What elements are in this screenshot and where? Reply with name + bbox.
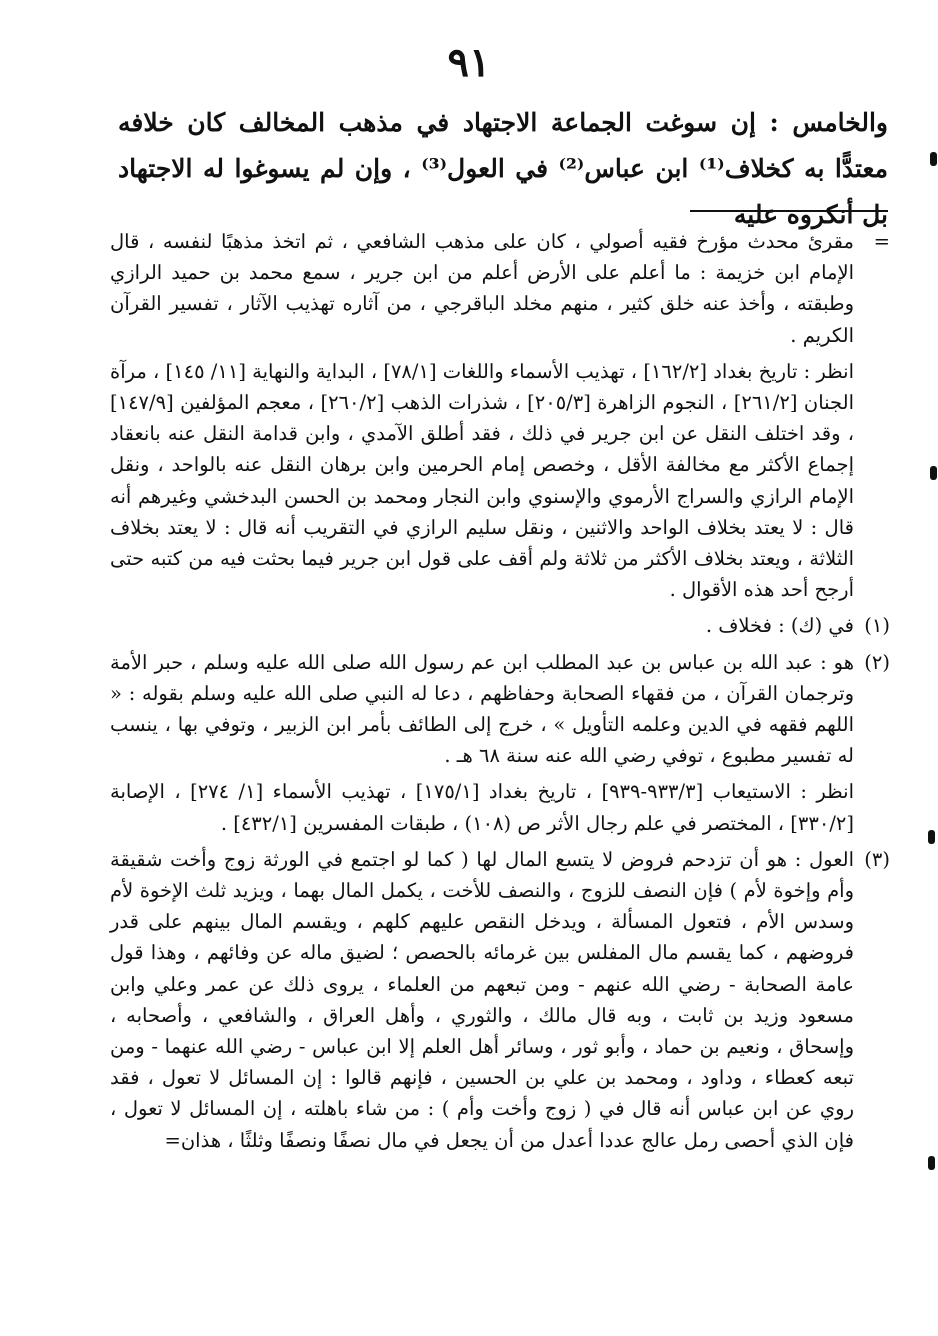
footnote-paragraph: انظر : تاريخ بغداد [١٦٢/٢] ، تهذيب الأسماء واللغات [٧٨/١] ، البداية والنهاية [١١/ ١٤٥] ، مرآة الجنان [٢٦١/٢] ، النجوم الزاهرة [٢٠٥/٣] ، شذرات الذهب [٢٦٠/٢] ، معجم المؤلفين [١٤٧/٩] ، وقد اختلف النقل عن ابن جرير في ذلك ، فقد أطلق الآمدي ، وابن قدامة النقل عنه بانعقاد إجماع الأكثر مع مخالفة الأقل ، وخصص إمام الحرمين وابن برهان النقل عنه بالواحد ، ونقل الإمام الرازي والسراج الأرموي والإسنوي وابن النجار ومحمد بن الحسن البدخشي وغيرهم أنه قال : لا يعتد بخلاف الواحد والاثنين ، ونقل سليم الرازي في التقريب أنه قال : لا يعتد بخلاف الثلاثة ، ويعتد بخلاف الأكثر من ثلاثة ولم أقف على قول ابن جرير فيما بحثت فيه من كتبه حتى أرجح أحد هذه الأقوال . — [110, 359, 854, 602]
margin-mark — [928, 830, 935, 844]
footnote-separator — [690, 210, 888, 212]
margin-mark — [928, 1156, 935, 1170]
footnote-2 — [110, 647, 890, 839]
footnote-mark: = — [873, 230, 890, 253]
footnote-paragraph: انظر : الاستيعاب [٩٣٣/٣-٩٣٩] ، تاريخ بغداد [١٧٥/١] ، تهذيب الأسماء [١/ ٢٧٤] ، الإصابة [٣٣٠/٢] ، المختصر في علم رجال الأثر ص (١٠٨) ، طبقات المفسرين [٤٣٢/١] . — [110, 780, 855, 835]
footnote-mark: (٢) — [864, 650, 890, 674]
footnote-mark: (٣) — [864, 847, 890, 871]
footnote-paragraph: هو : عبد الله بن عباس بن عبد المطلب ابن عم رسول الله صلى الله عليه وسلم ، حبر الأمة وترجمان القرآن ، من فقهاء الصحابة وحفاظهم ، دعا له النبي صلى الله عليه وسلم بقوله : « اللهم فقهه في الدين وعلمه التأويل » ، خرج إلى الطائف بأمر ابن الزبير ، وتوفي بها ، ينسب له تفسير مطبوع ، توفي رضي الله عنه سنة ٦٨ هـ . — [110, 650, 854, 768]
main-paragraph-text: إن سوغت الجماعة الاجتهاد في مذهب المخالف كان خلافه معتدًّا به كخلاف⁽¹⁾ ابن عباس⁽²⁾ في العول⁽³⁾ ، وإن لم يسوغوا له الاجتهاد بل أنكروه عليه — [118, 108, 888, 229]
footnote-paragraph: العول : هو أن تزدحم فروض لا يتسع المال لها ( كما لو اجتمع في الورثة زوج وأخت شقيقة وأم وإخوة لأم ) فإن النصف للزوج ، والنصف للأخت ، يكمل المال بهما ، ويزيد ثلث الإخوة لأم وسدس الأم ، فتعول المسألة ، ويدخل النقص عليهم كلهم ، ويقسم المال بينهم على قدر فروضهم ، كما يقسم مال المفلس بين غرمائه بالحصص ؛ لضيق ماله عن وفائهم ، وهذا قول عامة الصحابة - رضي الله عنهم - ومن تبعهم من العلماء ، يروى ذلك عن عمر وعلي وابن مسعود وزيد بن ثابت ، وبه قال مالك ، والثوري ، وأهل العراق ، والشافعي ، وأصحابه ، وإسحاق ، ونعيم بن حماد ، وأبو ثور ، وسائر أهل العلم إلا ابن عباس - رضي الله عنهما - ومن تبعه كعطاء ، وداود ، ومحمد بن علي بن الحسين ، فإنهم قالوا : إن المسائل لا تعول ، فقد روي عن ابن عباس أنه قال في ( زوج وأخت وأم ) : من شاء باهلته ، إن المسائل لا تعول ، فإن الذي أحصى رمل عالج عددا أعدل من أن يجعل في مال نصفًا ونصفًا وثلثًا ، هذان= — [110, 847, 854, 1152]
margin-mark — [930, 466, 937, 480]
main-paragraph — [118, 100, 888, 238]
footnote-continuation — [110, 226, 890, 605]
footnotes-section — [110, 226, 890, 1156]
footnote-paragraph: مقرئ محدث مؤرخ فقيه أصولي ، كان على مذهب الشافعي ، ثم اتخذ مذهبًا لنفسه ، قال الإمام ابن خزيمة : ما أعلم على الأرض أعلم من ابن جرير ، سمع محمد بن حميد الرازي وطبقته ، وأخذ عنه خلق كثير ، منهم مخلد الباقرجي ، من آثاره تهذيب الآثار ، تفسير القرآن الكريم . — [110, 230, 854, 347]
margin-mark — [930, 152, 937, 166]
footnote-1 — [110, 610, 890, 641]
page-number: ٩١ — [447, 39, 491, 86]
footnote-mark: (١) — [864, 614, 890, 638]
main-lead-word: والخامس : — [769, 108, 888, 137]
footnote-3 — [110, 844, 890, 1156]
footnote-paragraph: في (ك) : فخلاف . — [705, 614, 854, 638]
